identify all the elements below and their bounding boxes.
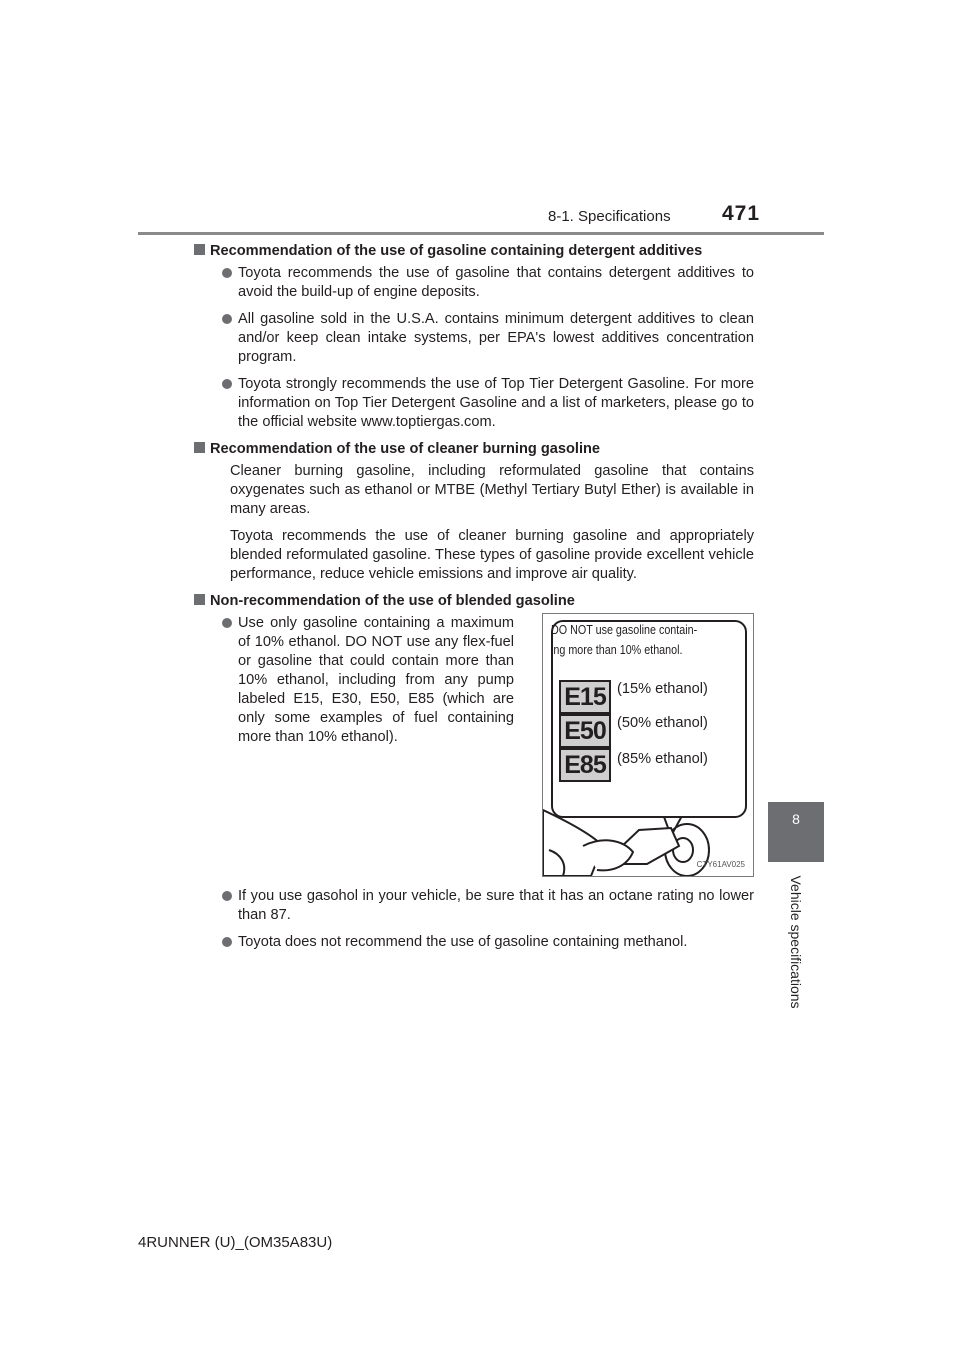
square-bullet-icon (194, 442, 205, 453)
fuel-label-desc: (85% ethanol) (617, 751, 708, 767)
fuel-label-badge: E85 (559, 748, 611, 782)
section-heading: Recommendation of the use of gasoline containing detergent additives (194, 242, 754, 261)
page-number: 471 (722, 202, 761, 225)
square-bullet-icon (194, 244, 205, 255)
bullet-icon (222, 314, 232, 324)
chapter-tab (768, 802, 824, 862)
list-item: Toyota strongly recommends the use of Top Tier Detergent Gasoline. For more information on Top Tier Detergent Gasoline and a list of marketers, please go to the official website www.toptiergas.com. (212, 375, 754, 432)
fuel-label-badge: E15 (559, 680, 611, 714)
page-content (212, 242, 754, 960)
square-bullet-icon (194, 594, 205, 605)
bullet-icon (222, 268, 232, 278)
bullet-icon (222, 937, 232, 947)
bullet-icon (222, 379, 232, 389)
section-heading: Non-recommendation of the use of blended gasoline (194, 592, 754, 611)
list-item: Use only gasoline containing a maximum of 10% ethanol. DO NOT use any flex-fuel or gasoline that could contain more than 10% ethanol, including from any pump labeled E15, E30, E50, E85 (which are only some examples of fuel containing more than 10% ethanol). (212, 614, 514, 869)
bullet-with-figure (212, 614, 754, 877)
section-title: 8-1. Specifications (548, 208, 671, 225)
bullet-icon (222, 891, 232, 901)
fuel-warning-illustration (542, 613, 754, 877)
section-heading: Recommendation of the use of cleaner burning gasoline (194, 440, 754, 459)
chapter-number: 8 (792, 811, 800, 827)
warning-text: DO NOT use gasoline contain- ing more than 10% ethanol. (551, 623, 698, 657)
image-code: CTY61AV025 (696, 860, 745, 869)
document-footer: 4RUNNER (U)_(OM35A83U) (138, 1234, 333, 1251)
list-item: All gasoline sold in the U.S.A. contains minimum detergent additives to clean and/or keep clean intake systems, per EPA's lowest additives concentration program. (212, 310, 754, 367)
paragraph: Cleaner burning gasoline, including reformulated gasoline that contains oxygenates such as ethanol or MTBE (Methyl Tertiary Butyl Ether) is available in many areas. (230, 463, 754, 517)
paragraph: Toyota recommends the use of cleaner burning gasoline and appropriately blended reformulated gasoline. These types of gasoline provide excellent vehicle performance, reduce vehicle emissions and improve air quality. (230, 528, 754, 582)
fuel-label-desc: (50% ethanol) (617, 715, 708, 731)
fuel-label-desc: (15% ethanol) (617, 681, 708, 697)
bullet-icon (222, 618, 232, 628)
chapter-title (746, 872, 846, 1012)
header-divider (138, 232, 824, 235)
fuel-label-badge: E50 (559, 714, 611, 748)
chapter-title-text: Vehicle specifications (788, 875, 804, 1009)
list-item: Toyota recommends the use of gasoline that contains detergent additives to avoid the build-up of engine deposits. (212, 264, 754, 302)
list-item: Toyota does not recommend the use of gasoline containing methanol. (212, 933, 754, 952)
list-item: If you use gasohol in your vehicle, be sure that it has an octane rating no lower than 87. (212, 887, 754, 925)
